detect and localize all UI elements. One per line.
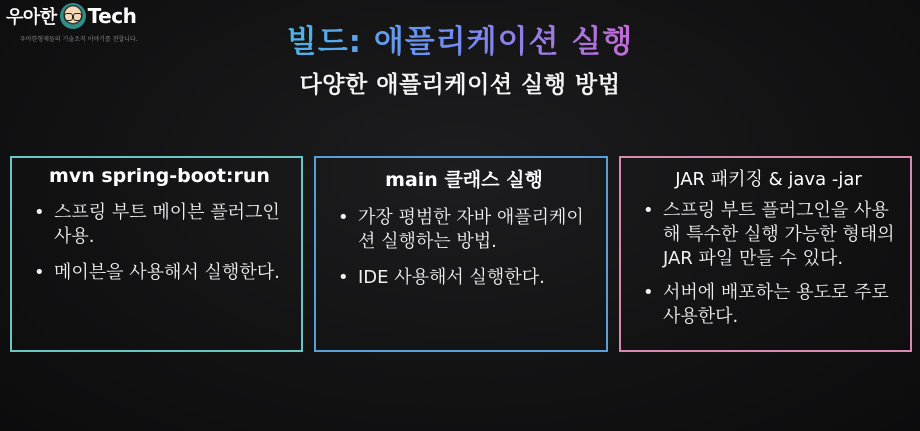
card-title: main 클래스 실행 [385,169,543,191]
logo-text-tech: Tech [87,4,137,28]
bullet-item: • IDE 사용해서 실행한다. [336,266,592,290]
bullet-item: • 서버에 배포하는 용도로 주로 사용한다. [641,281,896,329]
bullet-list [336,206,592,290]
card-main-class-run [314,156,608,352]
card-title: JAR 패키징 & java -jar [675,169,862,190]
logo-tagline: 우아한형제들의 기술조직 이야기를 전합니다. [20,36,138,43]
slide-subtitle: 다양한 애플리케이션 실행 방법 [299,72,621,98]
logo-text-korean: 우아한 [6,7,57,28]
bullet-item: • 스프링 부트 플러그인을 사용해 특수한 실행 가능한 형태의 JAR 파일 만들 수 있다. [641,199,896,271]
bullet-item: • 가장 평범한 자바 애플리케이션 실행하는 방법. [336,206,592,254]
card-jar-packaging [619,156,912,352]
slide-title: 빌드: 애플리케이션 실행 [286,24,634,60]
bullet-list [641,199,896,329]
bullet-item: • 스프링 부트 메이븐 플러그인 사용. [32,201,287,249]
card-title: mvn spring-boot:run [49,165,270,187]
bullet-list [32,201,287,285]
card-mvn-spring-boot-run [10,156,303,352]
bullet-item: • 메이븐을 사용해서 실행한다. [32,261,287,285]
